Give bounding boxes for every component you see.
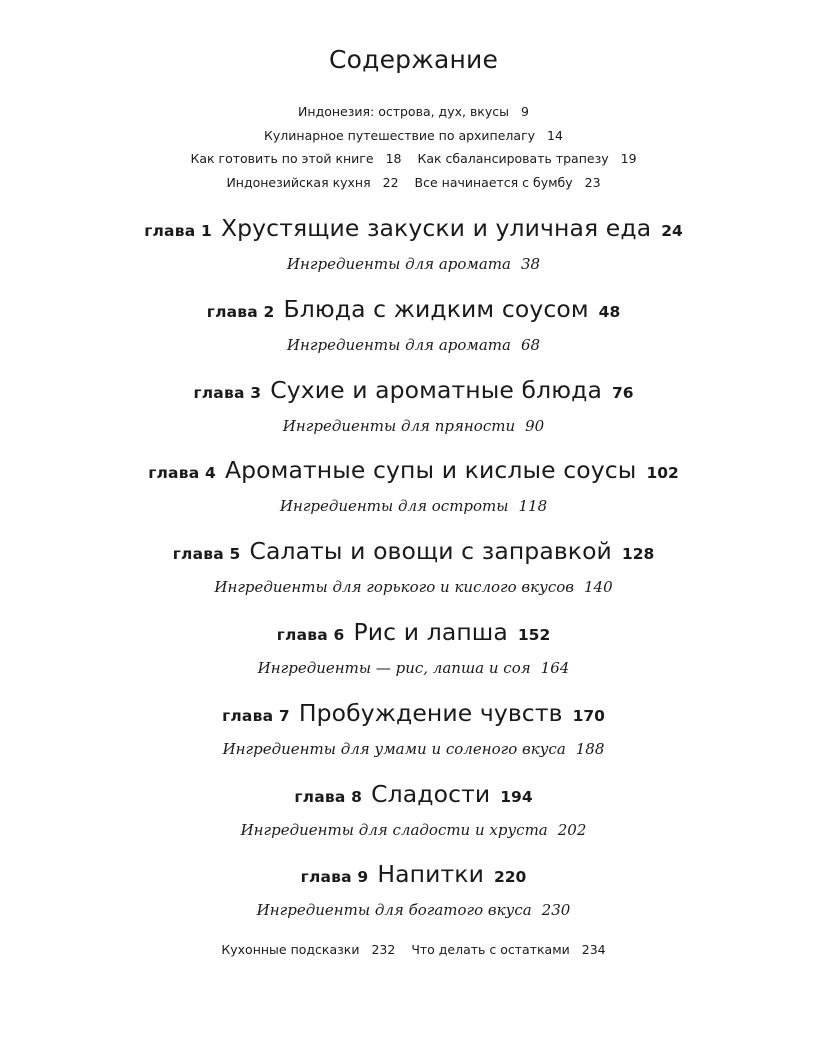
intro-entry-label: Как сбалансировать трапезу	[417, 151, 609, 166]
chapter-entry	[0, 287, 827, 368]
chapter-subentry	[0, 735, 827, 763]
chapter-subentry-label: Ингредиенты для остроты	[279, 497, 509, 516]
intro-entry-label: Индонезийская кухня	[226, 174, 371, 190]
intro-line	[0, 171, 827, 195]
chapter-page: 128	[621, 545, 655, 564]
chapter-title: Рис и лапша	[353, 617, 508, 646]
chapter-subentry-page: 118	[518, 497, 548, 516]
chapter-subentry	[0, 654, 827, 682]
chapter-subentry	[0, 331, 827, 359]
chapter-heading	[0, 368, 827, 412]
intro-entry-label: Индонезия: острова, дух, вкусы	[298, 104, 509, 119]
chapter-title: Сухие и ароматные блюда	[270, 375, 602, 404]
chapter-entry	[0, 448, 827, 529]
chapter-label: глава 9	[300, 868, 369, 887]
chapter-heading	[0, 529, 827, 573]
chapter-label: глава 5	[172, 545, 241, 564]
intro-entry-page: 19	[620, 151, 637, 166]
chapter-entry	[0, 772, 827, 853]
chapter-page: 24	[661, 222, 683, 240]
chapter-subentry	[0, 573, 827, 601]
chapter-title: Салаты и овощи с заправкой	[249, 537, 612, 566]
intro-entry-page: 22	[382, 174, 399, 190]
chapter-subentry-label: Ингредиенты — рис, лапша и соя	[257, 658, 531, 677]
chapter-subentry-page: 140	[583, 578, 613, 597]
chapter-subentry	[0, 412, 827, 440]
intro-entry-page: 14	[547, 127, 563, 143]
intro-line	[0, 124, 827, 148]
chapter-label: глава 4	[148, 464, 216, 483]
chapter-entry	[0, 529, 827, 610]
intro-entry-page: 18	[385, 151, 402, 166]
page-title: Содержание	[328, 45, 499, 74]
footer-entry-page: 232	[371, 942, 396, 957]
chapter-page: 152	[517, 625, 551, 644]
intro-entry-page: 9	[521, 104, 529, 119]
chapter-subentry	[0, 816, 827, 844]
chapter-subentry-label: Ингредиенты для аромата	[286, 255, 511, 273]
chapter-heading	[0, 852, 827, 896]
chapter-heading	[0, 287, 827, 331]
chapter-title: Ароматные супы и кислые соусы	[224, 456, 637, 485]
intro-entry-label: Все начинается с бумбу	[414, 174, 573, 190]
chapter-page: 170	[572, 706, 605, 725]
chapter-heading	[0, 448, 827, 492]
chapter-entry	[0, 852, 827, 933]
chapter-page: 76	[611, 383, 634, 402]
chapter-subentry-label: Ингредиенты для умами и соленого вкуса	[222, 739, 566, 758]
footer-entry-label: Кухонные подсказки	[221, 942, 360, 957]
chapter-page: 102	[646, 464, 679, 483]
chapter-page: 48	[598, 302, 621, 321]
chapter-subentry-label: Ингредиенты для горького и кислого вкусов	[214, 578, 574, 597]
chapter-label: глава 7	[222, 706, 290, 725]
chapter-subentry-page: 202	[557, 820, 587, 839]
chapter-heading	[0, 206, 827, 250]
chapter-subentry	[0, 896, 827, 924]
chapter-subentry-page: 230	[541, 901, 571, 920]
chapter-title: Напитки	[377, 860, 484, 889]
chapter-list	[0, 206, 827, 933]
chapter-entry	[0, 610, 827, 691]
footer-entry-label: Что делать с остатками	[411, 942, 570, 957]
chapter-label: глава 2	[206, 302, 275, 321]
chapter-title: Хрустящие закуски и уличная еда	[220, 214, 652, 242]
intro-line	[0, 100, 827, 124]
chapter-label: глава 8	[294, 787, 363, 806]
chapter-subentry-label: Ингредиенты для богатого вкуса	[256, 901, 532, 920]
intro-entry-page: 23	[584, 174, 601, 190]
chapter-label: глава 6	[276, 625, 345, 644]
chapter-entry	[0, 368, 827, 449]
chapter-subentry	[0, 492, 827, 520]
chapter-subentry-page: 38	[520, 255, 541, 273]
chapter-subentry-page: 90	[525, 416, 545, 435]
chapter-label: глава 3	[193, 383, 262, 402]
chapter-label: глава 1	[144, 222, 212, 240]
intro-line	[0, 147, 827, 171]
chapter-subentry-page: 68	[520, 335, 541, 354]
chapter-title: Пробуждение чувств	[298, 698, 563, 727]
chapter-subentry-page: 164	[540, 658, 570, 677]
chapter-page: 220	[493, 868, 527, 887]
chapter-entry	[0, 691, 827, 772]
footer-entry-page: 234	[581, 942, 606, 957]
chapter-subentry-page: 188	[575, 739, 605, 758]
intro-section	[0, 100, 827, 194]
chapter-subentry-label: Ингредиенты для аромата	[286, 335, 511, 354]
footer-line	[0, 938, 827, 962]
intro-entry-label: Как готовить по этой книге	[190, 151, 374, 166]
chapter-heading	[0, 610, 827, 654]
chapter-subentry-label: Ингредиенты для пряности	[282, 416, 516, 435]
chapter-title: Блюда с жидким соусом	[283, 294, 589, 323]
chapter-subentry	[0, 250, 827, 278]
chapter-entry	[0, 206, 827, 287]
chapter-page: 194	[500, 787, 533, 806]
chapter-heading	[0, 772, 827, 816]
chapter-title: Сладости	[371, 779, 491, 808]
chapter-heading	[0, 691, 827, 735]
chapter-subentry-label: Ингредиенты для сладости и хруста	[240, 820, 548, 839]
intro-entry-label: Кулинарное путешествие по архипелагу	[264, 127, 536, 143]
